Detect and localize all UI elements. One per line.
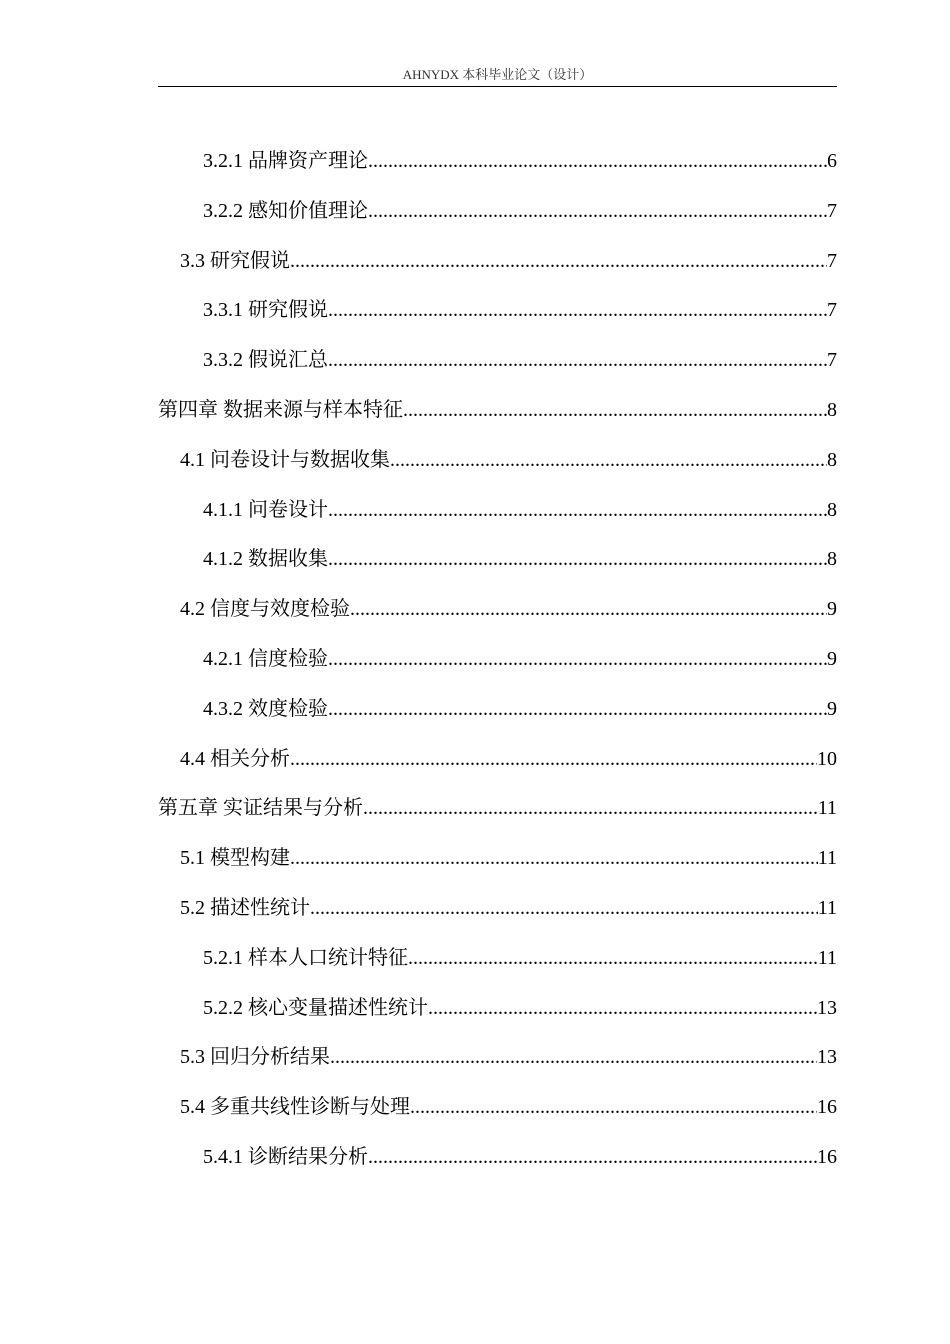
toc-entry[interactable]: [158, 685, 837, 735]
toc-entry-page-number: 16: [817, 1096, 837, 1119]
toc-leader-dots: [390, 436, 827, 486]
toc-entry-label: 4.1.2 数据收集: [203, 548, 328, 571]
toc-entry[interactable]: [158, 535, 837, 585]
toc-leader-dots: [328, 286, 827, 336]
toc-entry[interactable]: [158, 884, 837, 934]
toc-entry-label: 4.3.2 效度检验: [203, 697, 328, 720]
toc-entry-page-number: 8: [827, 448, 837, 471]
toc-entry[interactable]: [158, 1033, 837, 1083]
toc-entry-label: 第四章 数据来源与样本特征: [158, 398, 403, 421]
toc-entry-page-number: 7: [827, 349, 837, 372]
toc-leader-dots: [310, 884, 818, 934]
toc-entry-label: 5.2 描述性统计: [180, 896, 310, 919]
toc-entry-page-number: 6: [827, 150, 837, 172]
toc-entry-label: 4.1.1 问卷设计: [203, 498, 328, 521]
toc-entry-label: 3.2.2 感知价值理论: [203, 199, 368, 222]
toc-entry[interactable]: [158, 585, 837, 635]
toc-entry[interactable]: [158, 834, 837, 884]
toc-leader-dots: [408, 934, 818, 984]
toc-entry-page-number: 11: [817, 946, 837, 969]
toc-entry-page-number: 9: [827, 598, 837, 621]
toc-entry-label: 3.3 研究假说: [180, 249, 290, 272]
toc-leader-dots: [368, 137, 827, 187]
toc-leader-dots: [368, 187, 827, 237]
toc-leader-dots: [328, 635, 827, 685]
toc-entry[interactable]: [158, 486, 837, 536]
toc-leader-dots: [328, 336, 827, 386]
toc-entry-label: 5.1 模型构建: [180, 847, 290, 870]
toc-entry-label: 4.4 相关分析: [180, 747, 290, 770]
toc-entry-label: 4.2 信度与效度检验: [180, 598, 350, 621]
toc-entry-page-number: 9: [827, 697, 837, 720]
toc-entry[interactable]: [158, 237, 837, 287]
toc-entry-label: 4.2.1 信度检验: [203, 647, 328, 670]
toc-leader-dots: [328, 685, 827, 735]
toc-entry-page-number: 7: [827, 199, 837, 222]
toc-entry-page-number: 16: [817, 1145, 837, 1168]
toc-leader-dots: [290, 237, 827, 287]
toc-entry-page-number: 7: [827, 249, 837, 272]
toc-entry-page-number: 13: [817, 1046, 837, 1069]
toc-entry-page-number: 8: [827, 498, 837, 521]
toc-entry-page-number: 13: [817, 996, 837, 1019]
toc-entry-page-number: 11: [817, 847, 837, 870]
toc-entry-label: 3.2.1 品牌资产理论: [203, 150, 368, 172]
toc-entry[interactable]: [158, 137, 837, 187]
toc-entry[interactable]: [158, 934, 837, 984]
toc-entry[interactable]: [158, 436, 837, 486]
toc-entry[interactable]: [158, 336, 837, 386]
toc-entry-page-number: 9: [827, 647, 837, 670]
toc-entry-page-number: 11: [817, 896, 837, 919]
toc-leader-dots: [368, 1133, 817, 1183]
toc-entry[interactable]: [158, 984, 837, 1034]
toc-entry-label: 5.4 多重共线性诊断与处理: [180, 1096, 410, 1119]
toc-leader-dots: [328, 535, 827, 585]
toc-entry-label: 5.2.1 样本人口统计特征: [203, 946, 408, 969]
table-of-contents: [158, 137, 837, 1183]
toc-leader-dots: [363, 784, 818, 834]
toc-leader-dots: [403, 386, 827, 436]
toc-entry-page-number: 10: [817, 747, 837, 770]
toc-entry[interactable]: [158, 286, 837, 336]
toc-entry-page-number: 8: [827, 548, 837, 571]
toc-entry-label: 3.3.1 研究假说: [203, 299, 328, 322]
toc-leader-dots: [328, 486, 827, 536]
toc-entry-label: 3.3.2 假说汇总: [203, 349, 328, 372]
toc-entry-label: 5.2.2 核心变量描述性统计: [203, 996, 428, 1019]
toc-entry[interactable]: [158, 635, 837, 685]
toc-entry-label: 第五章 实证结果与分析: [158, 797, 363, 820]
toc-entry-page-number: 7: [827, 299, 837, 322]
toc-entry-page-number: 8: [827, 398, 837, 421]
toc-entry[interactable]: [158, 187, 837, 237]
page-header: AHNYDX 本科毕业论文（设计）: [158, 66, 837, 87]
toc-entry-page-number: 11: [817, 797, 837, 820]
toc-leader-dots: [290, 735, 817, 785]
toc-leader-dots: [410, 1083, 817, 1133]
toc-entry[interactable]: [158, 1083, 837, 1133]
toc-leader-dots: [330, 1033, 817, 1083]
toc-entry[interactable]: [158, 386, 837, 436]
toc-entry-label: 5.4.1 诊断结果分析: [203, 1145, 368, 1168]
toc-leader-dots: [350, 585, 827, 635]
toc-entry[interactable]: [158, 1133, 837, 1183]
toc-leader-dots: [428, 984, 817, 1034]
toc-entry-label: 4.1 问卷设计与数据收集: [180, 448, 390, 471]
toc-entry[interactable]: [158, 735, 837, 785]
toc-entry-label: 5.3 回归分析结果: [180, 1046, 330, 1069]
toc-entry[interactable]: [158, 784, 837, 834]
toc-leader-dots: [290, 834, 818, 884]
